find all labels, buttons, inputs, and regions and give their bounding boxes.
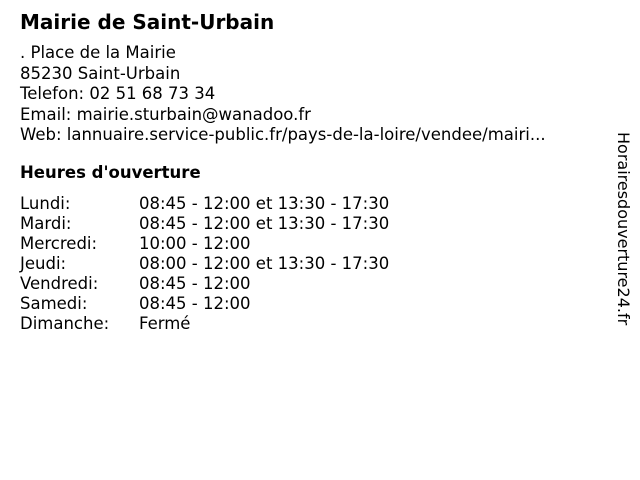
time-range: 08:45 - 12:00 [139, 274, 251, 293]
day-label: Lundi: [20, 194, 71, 213]
site-watermark [609, 132, 639, 372]
time-range: 08:45 - 12:00 et 13:30 - 17:30 [139, 214, 390, 233]
day-label: Mardi: [20, 214, 72, 233]
time-range: 10:00 - 12:00 [139, 234, 251, 253]
website-url: Web: lannuaire.service-public.fr/pays-de-la-loire/vendee/mairi... [20, 125, 546, 144]
page-title: Mairie de Saint-Urbain [20, 10, 275, 34]
city-address: 85230 Saint-Urbain [20, 63, 181, 83]
day-label: Dimanche: [20, 314, 110, 333]
day-label: Jeudi: [20, 254, 67, 273]
day-label: Samedi: [20, 294, 88, 313]
watermark-text: Horairesdouverture24.fr [614, 132, 633, 326]
phone-number: Telefon: 02 51 68 73 34 [20, 84, 216, 103]
time-range: 08:00 - 12:00 et 13:30 - 17:30 [139, 254, 390, 273]
day-label: Vendredi: [20, 274, 99, 293]
time-range: 08:45 - 12:00 et 13:30 - 17:30 [139, 194, 390, 213]
address-block [20, 43, 546, 146]
email-address: Email: mairie.sturbain@wanadoo.fr [20, 104, 311, 124]
opening-hours-heading: Heures d'ouverture [20, 163, 201, 182]
day-label: Mercredi: [20, 234, 98, 253]
time-range: 08:45 - 12:00 [139, 294, 251, 313]
street-address: . Place de la Mairie [20, 43, 176, 62]
time-range: Fermé [139, 314, 191, 333]
